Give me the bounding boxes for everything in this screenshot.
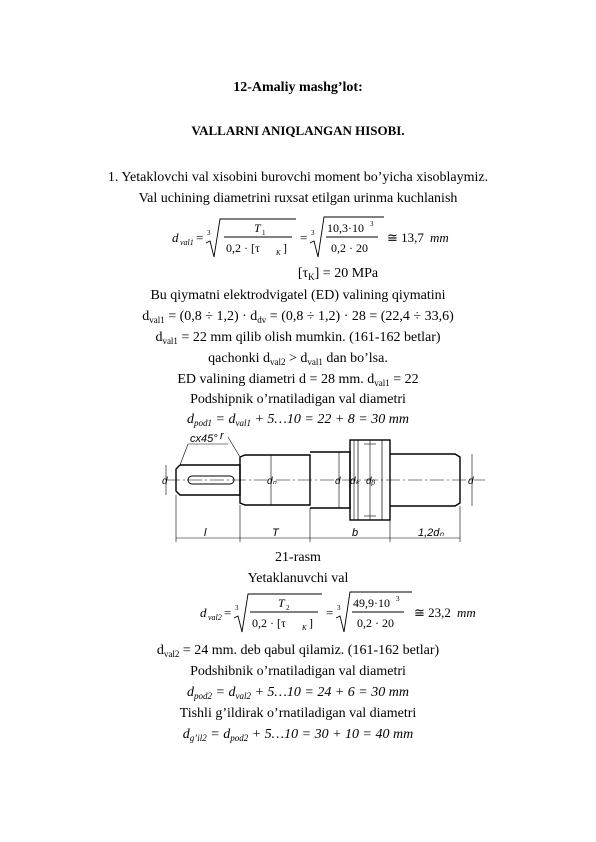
formula2-num: T bbox=[278, 596, 285, 610]
label-l: l bbox=[204, 527, 207, 539]
formula-dval1 bbox=[0, 213, 596, 263]
paragraph-10: $d_{val2} = 24$ mm. deb qabul qilamiz. (161-162 betlar) bbox=[156, 643, 440, 659]
formula2-val-num: 49,9·10 bbox=[353, 596, 390, 610]
label-chamfer: cx45° bbox=[190, 433, 218, 445]
formula-dval2 bbox=[0, 588, 596, 638]
formula2-den: 0,2 · [τ bbox=[252, 616, 286, 630]
paragraph-7: ED valining diametri d = 28 mm. $d_{val1} = 22$ bbox=[177, 372, 419, 388]
label-dn: dₙ bbox=[267, 476, 277, 487]
svg-text:=: = bbox=[196, 230, 204, 245]
formula1-num-sub: 1 bbox=[262, 229, 266, 237]
formula2-lhs-sub: val2 bbox=[208, 613, 222, 622]
formula2-val-den: 0,2 · 20 bbox=[357, 616, 394, 630]
svg-text:=: = bbox=[224, 605, 232, 620]
paragraph-5: $d_{val1} = 22$ mm qilib olish mumkin. (161-162 betlar) bbox=[155, 330, 441, 346]
paragraph-1: 1. Yetaklovchi val xisobini burovchi moment bo’yicha xisoblaymiz. bbox=[107, 170, 489, 185]
page-title: 12-Amaliy mashg’lot: bbox=[233, 80, 363, 95]
label-db: dᵦ bbox=[366, 476, 376, 487]
paragraph-14: $d_{g’il2} = d_{pod2}$ + 5…10 = 30 + 10 = 40 mm bbox=[182, 727, 414, 743]
label-d: d bbox=[162, 476, 168, 487]
svg-text:]: ] bbox=[309, 616, 313, 630]
paragraph-12: $d_{pod2} = d_{val2}$ + 5…10 = 24 + 6 = 30 mm bbox=[187, 685, 409, 701]
formula1-num: T bbox=[254, 221, 261, 235]
paragraph-3: Bu qiymatni elektrodvigatel (ED) valining qiymatini bbox=[150, 288, 446, 303]
svg-text:=: = bbox=[300, 230, 308, 245]
label-12d: 1,2dₙ bbox=[418, 527, 444, 539]
label-dk: dₖ bbox=[350, 476, 360, 487]
formula1-lhs: d bbox=[172, 230, 179, 245]
paragraph-13: Tishli g’ildirak o’rnatiladigan val diametri bbox=[179, 706, 417, 721]
paragraph-4: $d_{val1} = (0,8 \div 1,2) \cdot d_{dv} = (0,8 \div 1,2) \cdot 28 = (22,4 \div 33,6)$ bbox=[142, 309, 454, 325]
svg-text:3: 3 bbox=[235, 604, 239, 612]
formula2-num-sub: 2 bbox=[286, 604, 290, 612]
formula2-val-exp: 3 bbox=[396, 595, 400, 603]
label-b: b bbox=[352, 527, 359, 539]
figure-caption: Yetaklanuvchi val bbox=[247, 571, 349, 586]
formula2-result: ≅ 23,2 bbox=[414, 605, 451, 620]
svg-text:]: ] bbox=[283, 241, 287, 255]
formula1-val-den: 0,2 · 20 bbox=[331, 241, 368, 255]
paragraph-11: Podshibnik o’rnatiladigan val diametri bbox=[190, 664, 406, 679]
formula1-lhs-sub: val1 bbox=[180, 238, 194, 247]
tau-line: $[\tau_K] = 20$ MPa bbox=[297, 266, 379, 282]
formula1-result: ≅ 13,7 bbox=[387, 230, 424, 245]
shaft-drawing bbox=[140, 432, 500, 552]
label-T: T bbox=[272, 527, 279, 539]
svg-text:3: 3 bbox=[207, 229, 211, 237]
page-subtitle: VALLARNI ANIQLANGAN HISOBI. bbox=[191, 123, 405, 138]
formula1-den-sub: K bbox=[276, 249, 281, 257]
formula2-lhs: d bbox=[200, 605, 207, 620]
svg-text:3: 3 bbox=[311, 229, 315, 237]
svg-text:=: = bbox=[326, 605, 334, 620]
formula2-den-sub: K bbox=[302, 624, 307, 632]
label-r: r bbox=[220, 432, 224, 442]
formula2-unit: mm bbox=[457, 605, 476, 620]
formula1-den: 0,2 · [τ bbox=[226, 241, 260, 255]
formula1-val-num: 10,3·10 bbox=[327, 221, 364, 235]
paragraph-8: Podshipnik o’rnatiladigan val diametri bbox=[190, 392, 406, 407]
formula1-val-exp: 3 bbox=[370, 220, 374, 228]
paragraph-6: qachonki $d_{val2} > d_{val1}$ dan bo’lsa. bbox=[208, 351, 388, 367]
svg-text:3: 3 bbox=[337, 604, 341, 612]
figure-number: 21-rasm bbox=[275, 550, 321, 565]
formula1-unit: mm bbox=[430, 230, 449, 245]
paragraph-9: $d_{pod1} = d_{val1}$ + 5…10 = 22 + 8 = 30 mm bbox=[187, 412, 409, 428]
paragraph-2: Val uchining diametrini ruxsat etilgan urinma kuchlanish bbox=[138, 191, 458, 206]
label-d-right: d bbox=[468, 476, 474, 487]
label-d-seat: d bbox=[335, 476, 341, 487]
